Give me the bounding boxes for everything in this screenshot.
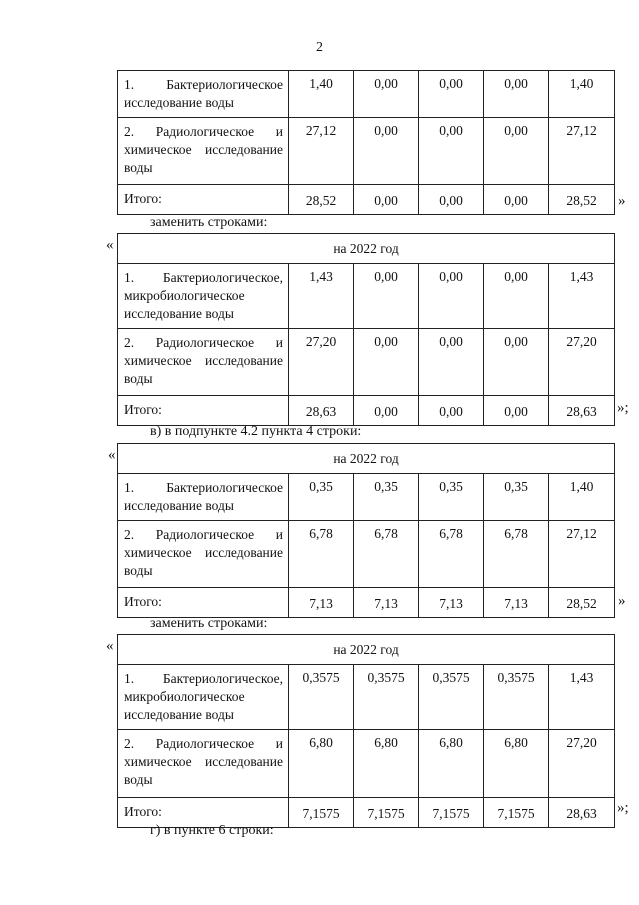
table-row (118, 71, 615, 118)
row-label: Итого: (118, 396, 289, 426)
replace-text: заменить строками: (150, 616, 268, 631)
row-label: 1. Бактериологическое исследование воды (118, 474, 289, 521)
cell-value: 1,43 (549, 665, 615, 730)
table-row (118, 264, 615, 329)
table-new-rows-b (117, 233, 615, 426)
year-header-row (118, 234, 615, 264)
cell-value: 7,13 (289, 588, 354, 618)
cell-value: 0,00 (354, 185, 419, 215)
cell-value: 6,80 (354, 730, 419, 798)
cell-value: 1,40 (549, 474, 615, 521)
cell-value: 0,35 (484, 474, 549, 521)
cell-value: 1,43 (549, 264, 615, 329)
cell-value: 6,78 (484, 521, 549, 588)
cell-value: 6,78 (354, 521, 419, 588)
cell-value: 0,00 (354, 118, 419, 185)
cell-value: 0,3575 (484, 665, 549, 730)
year-header: на 2022 год (118, 444, 615, 474)
cell-value: 7,1575 (419, 798, 484, 828)
cell-value: 6,78 (419, 521, 484, 588)
cell-value: 0,00 (484, 264, 549, 329)
table-row-total (118, 185, 615, 215)
row-label: Итого: (118, 588, 289, 618)
cell-value: 27,20 (549, 329, 615, 396)
cell-value: 0,00 (354, 396, 419, 426)
cell-value: 7,13 (354, 588, 419, 618)
cell-value: 7,1575 (289, 798, 354, 828)
cell-value: 0,35 (419, 474, 484, 521)
cell-value: 0,00 (484, 329, 549, 396)
cell-value: 27,20 (549, 730, 615, 798)
cell-value: 1,40 (289, 71, 354, 118)
cell-value: 6,80 (419, 730, 484, 798)
cell-value: 1,40 (549, 71, 615, 118)
year-header: на 2022 год (118, 234, 615, 264)
cell-value: 0,00 (419, 118, 484, 185)
closing-quote: » (618, 193, 626, 209)
year-header-row (118, 444, 615, 474)
cell-value: 0,00 (484, 118, 549, 185)
cell-value: 0,00 (419, 71, 484, 118)
cell-value: 27,12 (549, 521, 615, 588)
cell-value: 28,63 (289, 396, 354, 426)
cell-value: 28,52 (549, 588, 615, 618)
table-row (118, 118, 615, 185)
cell-value: 28,63 (549, 396, 615, 426)
cell-value: 0,3575 (354, 665, 419, 730)
closing-quote: »; (617, 400, 629, 416)
table-row-total (118, 396, 615, 426)
cell-value: 0,00 (419, 264, 484, 329)
cell-value: 6,80 (484, 730, 549, 798)
year-header-row (118, 635, 615, 665)
cell-value: 28,52 (289, 185, 354, 215)
cell-value: 0,35 (354, 474, 419, 521)
cell-value: 0,00 (484, 396, 549, 426)
cell-value: 0,00 (354, 329, 419, 396)
cell-value: 6,80 (289, 730, 354, 798)
cell-value: 28,63 (549, 798, 615, 828)
cell-value: 28,52 (549, 185, 615, 215)
table-old-rows-b (117, 70, 615, 215)
cell-value: 0,3575 (419, 665, 484, 730)
year-header: на 2022 год (118, 635, 615, 665)
opening-quote: « (106, 638, 114, 654)
cell-value: 7,13 (484, 588, 549, 618)
table-row (118, 329, 615, 396)
table-row (118, 665, 615, 730)
cell-value: 0,00 (354, 264, 419, 329)
row-label: Итого: (118, 798, 289, 828)
cell-value: 1,43 (289, 264, 354, 329)
cell-value: 7,1575 (484, 798, 549, 828)
cell-value: 27,12 (549, 118, 615, 185)
cell-value: 0,00 (484, 71, 549, 118)
row-label: 2. Радиологическое и химическое исследование воды (118, 118, 289, 185)
table-row-total (118, 588, 615, 618)
cell-value: 0,00 (419, 329, 484, 396)
cell-value: 0,3575 (289, 665, 354, 730)
row-label: 2. Радиологическое и химическое исследование воды (118, 730, 289, 798)
table-old-rows-v (117, 443, 615, 618)
replace-text: заменить строками: (150, 215, 268, 230)
table-row (118, 474, 615, 521)
row-label: 2. Радиологическое и химическое исследование воды (118, 329, 289, 396)
row-label: 2. Радиологическое и химическое исследование воды (118, 521, 289, 588)
section-v-text: в) в подпункте 4.2 пункта 4 строки: (150, 424, 362, 439)
row-label: 1. Бактериологическое исследование воды (118, 71, 289, 118)
closing-quote: »; (617, 800, 629, 816)
table-new-rows-v (117, 634, 615, 828)
table-row (118, 730, 615, 798)
row-label: 1. Бактериологическое, микробиологическое исследование воды (118, 665, 289, 730)
cell-value: 0,00 (354, 71, 419, 118)
section-g-text: г) в пункте 6 строки: (150, 823, 274, 838)
cell-value: 27,20 (289, 329, 354, 396)
cell-value: 27,12 (289, 118, 354, 185)
row-label: 1. Бактериологическое, микробиологическое исследование воды (118, 264, 289, 329)
opening-quote: « (106, 237, 114, 253)
opening-quote: « (108, 447, 116, 463)
cell-value: 7,13 (419, 588, 484, 618)
row-label: Итого: (118, 185, 289, 215)
table-row (118, 521, 615, 588)
cell-value: 0,00 (484, 185, 549, 215)
cell-value: 7,1575 (354, 798, 419, 828)
cell-value: 6,78 (289, 521, 354, 588)
page-number: 2 (316, 40, 323, 55)
closing-quote: » (618, 593, 626, 609)
cell-value: 0,35 (289, 474, 354, 521)
cell-value: 0,00 (419, 185, 484, 215)
cell-value: 0,00 (419, 396, 484, 426)
